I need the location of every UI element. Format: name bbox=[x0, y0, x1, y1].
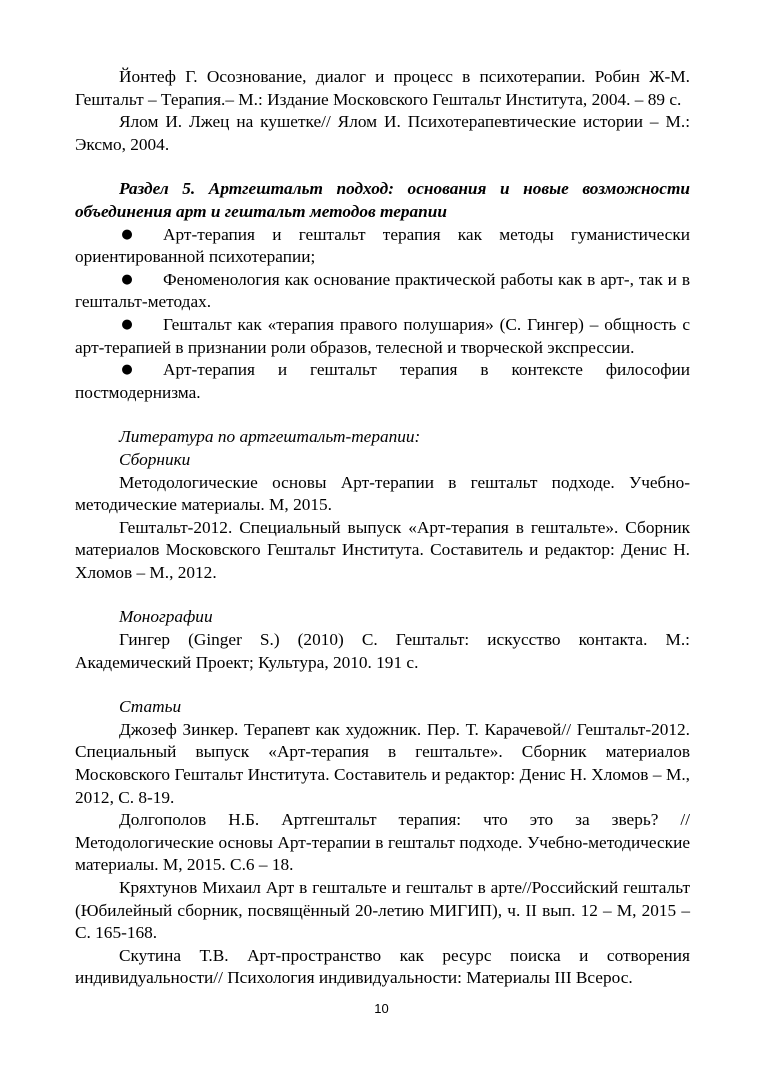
reference-yontef: Йонтеф Г. Осознование, диалог и процесс в психотерапии. Робин Ж-М. Гештальт – Терапия.– М.: Издание Московского Гештальт Института, 2004. – 89 с. bbox=[75, 67, 690, 109]
spacer bbox=[75, 584, 690, 606]
bullet-text: Гештальт как «терапия правого полушария» (С. Гингер) – общность с арт-терапией в признании роли образов, телесной и творческой экспрессии. bbox=[75, 314, 690, 357]
bullet-item bbox=[75, 269, 690, 314]
bullet-item bbox=[75, 224, 690, 269]
bullet-icon: ● bbox=[121, 226, 133, 242]
document-page bbox=[75, 66, 690, 990]
articles-title: Статьи bbox=[119, 697, 182, 717]
collection-item: Методологические основы Арт-терапии в гештальт подходе. Учебно-методические материалы. М, 2015. bbox=[75, 472, 690, 515]
collections-title: Сборники bbox=[119, 449, 191, 469]
page-number: 10 bbox=[374, 1001, 389, 1016]
literature-title: Литература по артгештальт-терапии: bbox=[119, 427, 421, 447]
section-heading: Раздел 5. Артгештальт подход: основания и новые возможности объединения арт и гештальт методов терапии bbox=[75, 179, 690, 221]
bullet-icon: ● bbox=[121, 362, 133, 378]
article-item: Джозеф Зинкер. Терапевт как художник. Пер. Т. Карачевой// Гештальт-2012. Специальный выпуск «Арт-терапия в гештальте». Сборник материалов Московского Гештальт Института. Составитель и редактор: Денис Н. Хломов – М., 2012, С. 8-19. bbox=[75, 719, 690, 807]
article-item: Скутина Т.В. Арт-пространство как ресурс поиска и сотворения индивидуальности// Психология индивидуальности: Материалы III Всерос. bbox=[75, 945, 690, 988]
bullet-text: Арт-терапия и гештальт терапия как методы гуманистически ориентированной психотерапии; bbox=[75, 224, 690, 267]
bullet-icon: ● bbox=[121, 271, 133, 287]
article-item: Долгополов Н.Б. Артгештальт терапия: что это за зверь? // Методологические основы Арт-терапии в гештальт подходе. Учебно-методические материалы. М, 2015. С.6 – 18. bbox=[75, 810, 690, 875]
bullet-item bbox=[75, 359, 690, 404]
spacer bbox=[75, 674, 690, 696]
article-item: Кряхтунов Михаил Арт в гештальте и гештальт в арте//Российский гештальт (Юбилейный сборник, посвящённый 20-летию МИГИП), ч. II вып. 12 – М, 2015 – С. 165-168. bbox=[75, 878, 690, 943]
collection-item: Гештальт-2012. Специальный выпуск «Арт-терапия в гештальте». Сборник материалов Московского Гештальт Института. Составитель и редактор: Денис Н. Хломов – М., 2012. bbox=[75, 517, 690, 582]
bullet-text: Арт-терапия и гештальт терапия в контексте философии постмодернизма. bbox=[75, 360, 690, 402]
bullet-icon: ● bbox=[121, 316, 133, 332]
bullet-item bbox=[75, 314, 690, 359]
monographs-title: Монографии bbox=[119, 607, 213, 627]
spacer bbox=[75, 156, 690, 178]
spacer bbox=[75, 404, 690, 426]
bullet-text: Феноменология как основание практической работы как в арт-, так и в гештальт-методах. bbox=[75, 269, 690, 312]
monograph-item: Гингер (Ginger S.) (2010) С. Гештальт: искусство контакта. М.: Академический Проект; Культура, 2010. 191 с. bbox=[75, 630, 690, 672]
reference-yalom: Ялом И. Лжец на кушетке// Ялом И. Психотерапевтические истории – М.: Эксмо, 2004. bbox=[75, 112, 690, 154]
